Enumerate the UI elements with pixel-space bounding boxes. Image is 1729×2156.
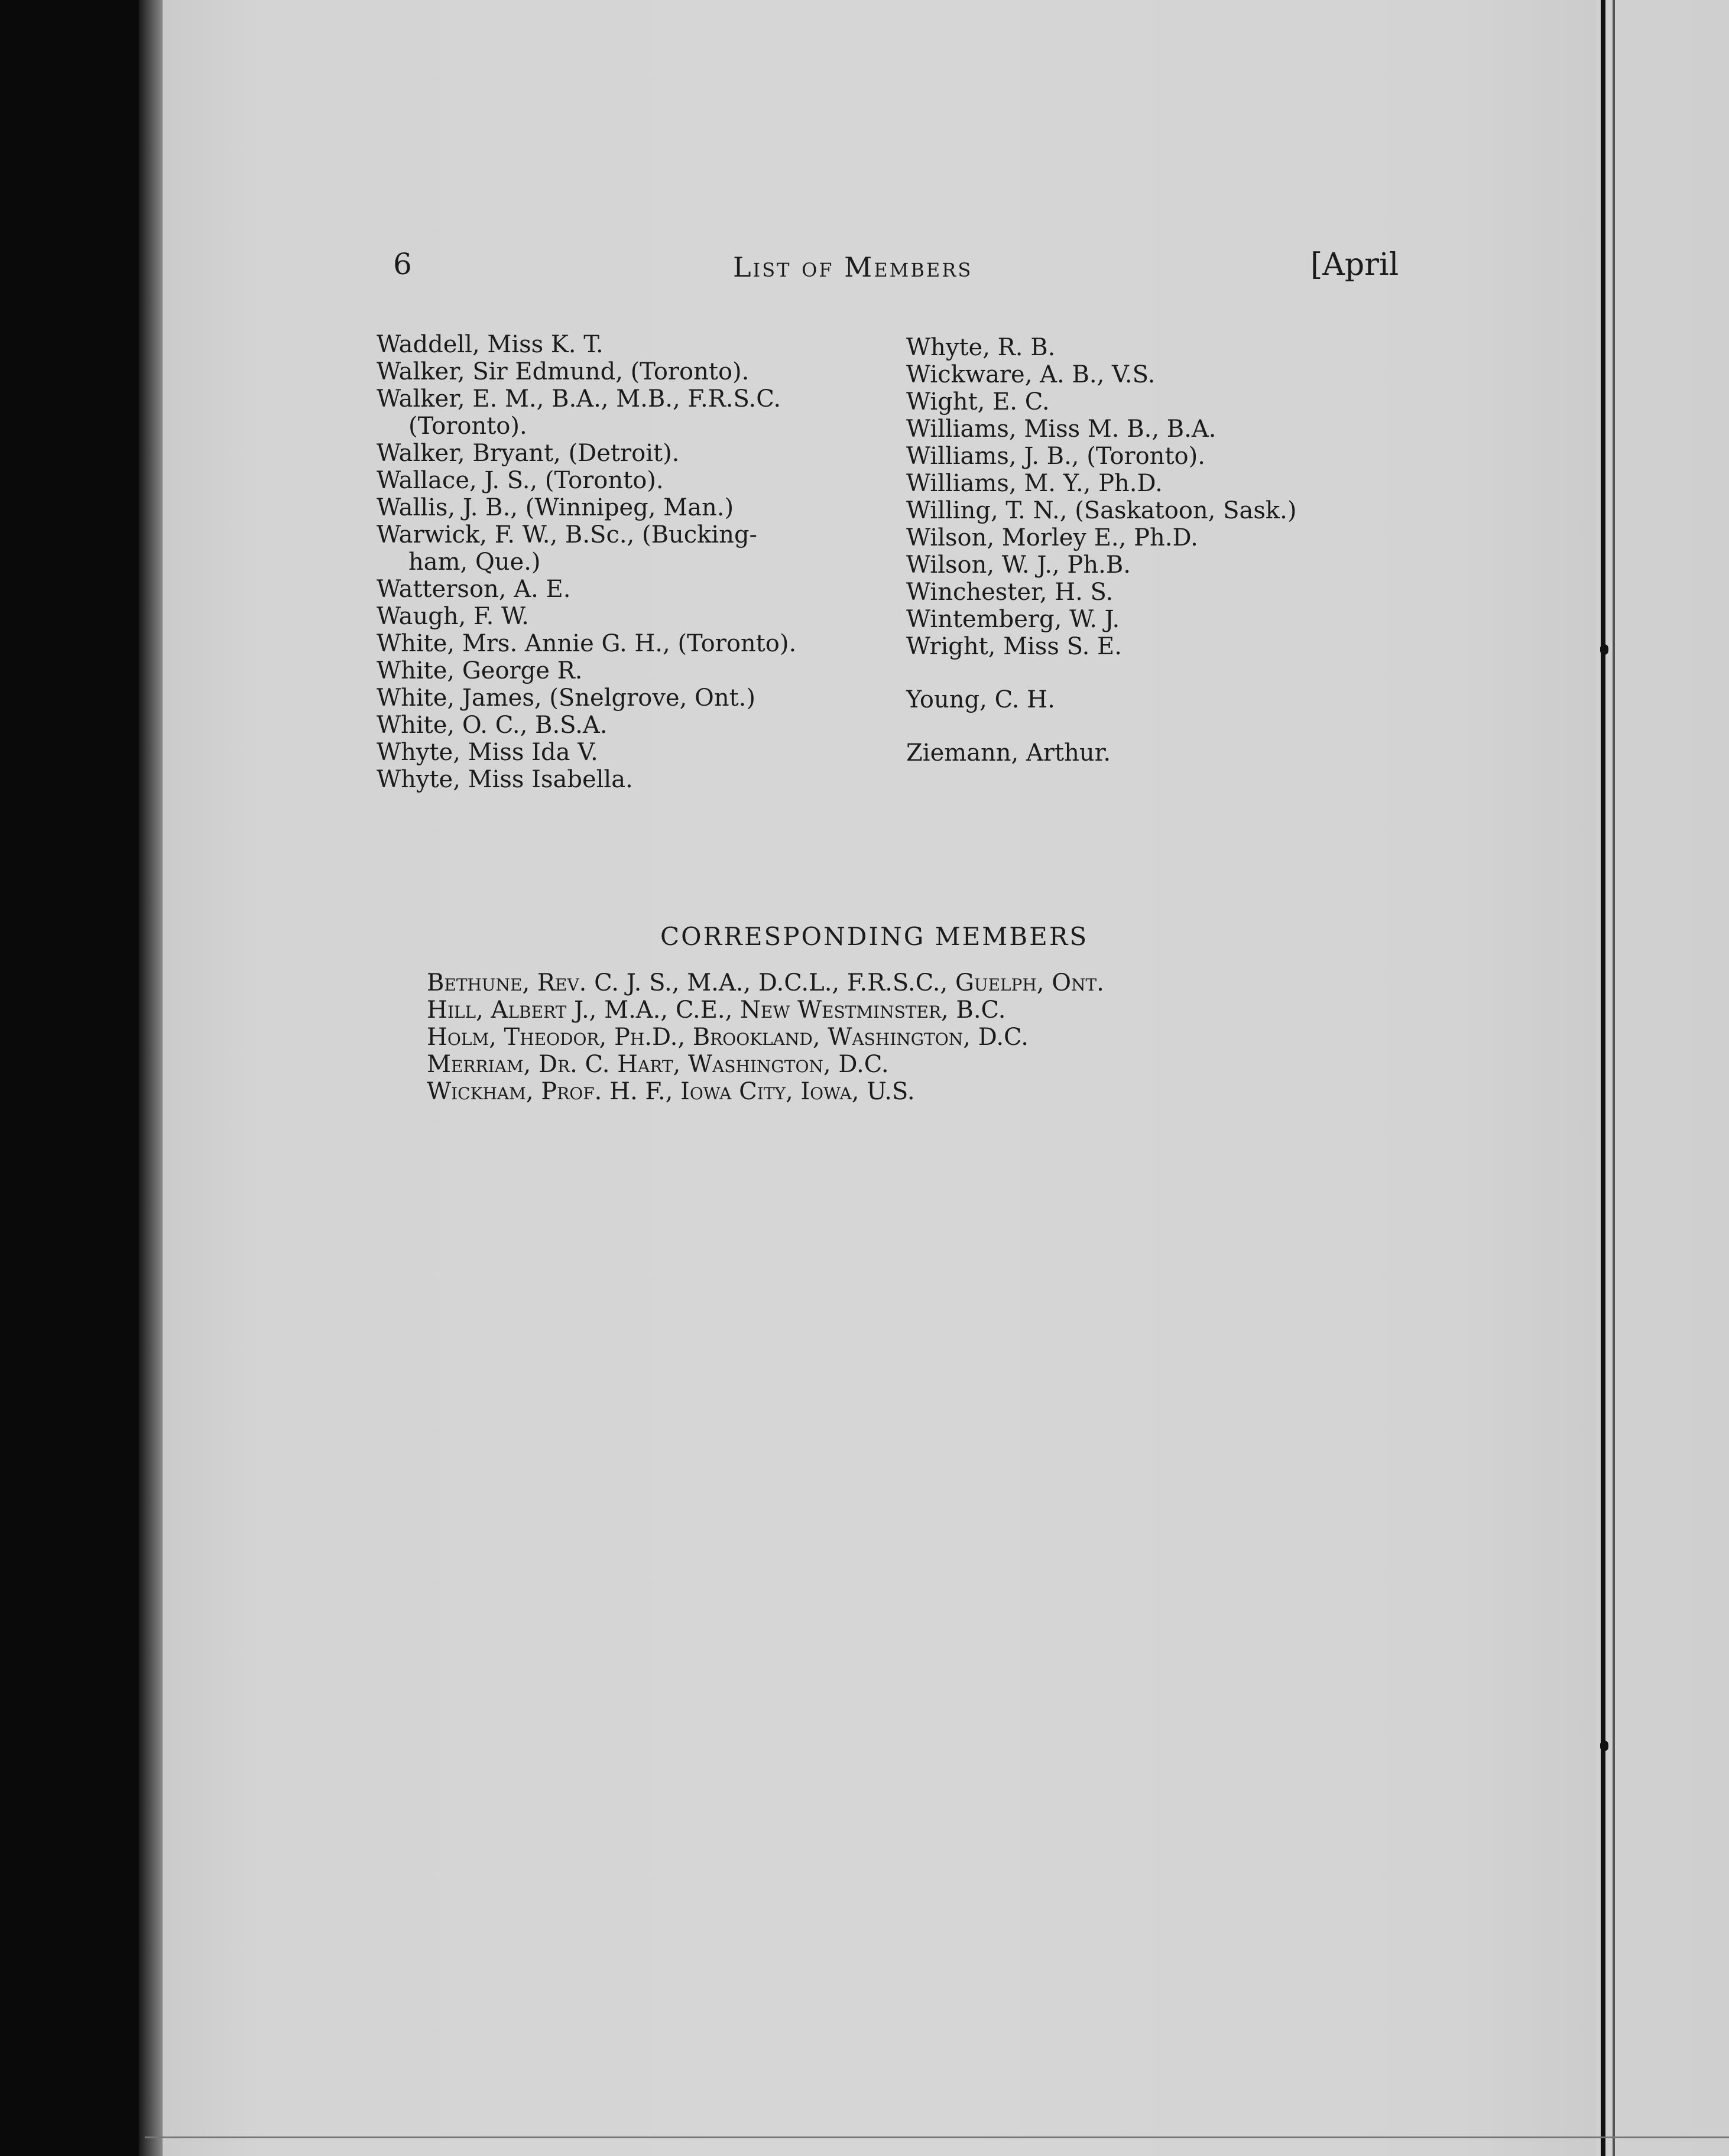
list-item: Bethune, Rev. C. J. S., M.A., D.C.L., F.R.S.C., Guelph, Ont. (427, 969, 1104, 996)
list-item: Merriam, Dr. C. Hart, Washington, D.C. (427, 1051, 889, 1078)
section-heading-corresponding: CORRESPONDING MEMBERS (660, 922, 1089, 951)
list-item-continuation: ham, Que.) (408, 548, 541, 576)
list-item: White, James, (Snelgrove, Ont.) (377, 684, 755, 712)
list-item-continuation: (Toronto). (408, 413, 527, 440)
members-column-left (377, 331, 897, 793)
list-item: Young, C. H. (906, 686, 1055, 713)
page-edge-line (1601, 0, 1605, 2156)
facing-page-edge (1596, 0, 1729, 2156)
members-column-right (906, 334, 1438, 767)
list-item: White, O. C., B.S.A. (377, 712, 608, 739)
list-item: Williams, Miss M. B., B.A. (906, 415, 1217, 443)
list-item: Whyte, R. B. (906, 334, 1056, 361)
list-item: Waddell, Miss K. T. (377, 331, 604, 358)
list-item: Whyte, Miss Isabella. (377, 766, 633, 793)
list-item: Willing, T. N., (Saskatoon, Sask.) (906, 497, 1297, 524)
list-item: Holm, Theodor, Ph.D., Brookland, Washington, D.C. (427, 1024, 1029, 1051)
list-item: Williams, M. Y., Ph.D. (906, 470, 1163, 497)
list-item: Walker, E. M., B.A., M.B., F.R.S.C. (377, 385, 781, 413)
list-item: Warwick, F. W., B.Sc., (Bucking- (377, 521, 758, 548)
page-edge-line-secondary (1613, 0, 1615, 2156)
list-item: Wilson, Morley E., Ph.D. (906, 524, 1198, 551)
list-item: Wintemberg, W. J. (906, 606, 1120, 633)
list-item: Waugh, F. W. (377, 603, 529, 630)
list-item: Walker, Bryant, (Detroit). (377, 440, 680, 467)
list-item: Winchester, H. S. (906, 579, 1114, 606)
list-item: Wright, Miss S. E. (906, 633, 1122, 660)
page-date: [April (1310, 247, 1399, 283)
corresponding-members-list (427, 969, 1313, 1105)
list-item: Wickham, Prof. H. F., Iowa City, Iowa, U.S. (427, 1078, 915, 1105)
edge-mark (1600, 1741, 1608, 1751)
list-item: Wight, E. C. (906, 388, 1050, 415)
page-number: 6 (393, 247, 412, 281)
list-item: Wickware, A. B., V.S. (906, 361, 1156, 388)
list-item: Hill, Albert J., M.A., C.E., New Westminster, B.C. (427, 996, 1006, 1024)
list-item: Ziemann, Arthur. (906, 739, 1111, 767)
spine-shadow (139, 0, 163, 2156)
list-item: Wallis, J. B., (Winnipeg, Man.) (377, 494, 734, 521)
list-item: White, Mrs. Annie G. H., (Toronto). (377, 630, 797, 657)
edge-mark (1600, 644, 1608, 655)
list-item: Walker, Sir Edmund, (Toronto). (377, 358, 750, 385)
list-item: Wallace, J. S., (Toronto). (377, 467, 664, 494)
list-item: Whyte, Miss Ida V. (377, 739, 598, 766)
list-item: White, George R. (377, 657, 583, 684)
bottom-edge-line (145, 2136, 1729, 2138)
list-item: Watterson, A. E. (377, 576, 571, 603)
list-item: Williams, J. B., (Toronto). (906, 443, 1205, 470)
list-item: Wilson, W. J., Ph.B. (906, 551, 1131, 579)
page-title: List of Members (733, 251, 973, 283)
